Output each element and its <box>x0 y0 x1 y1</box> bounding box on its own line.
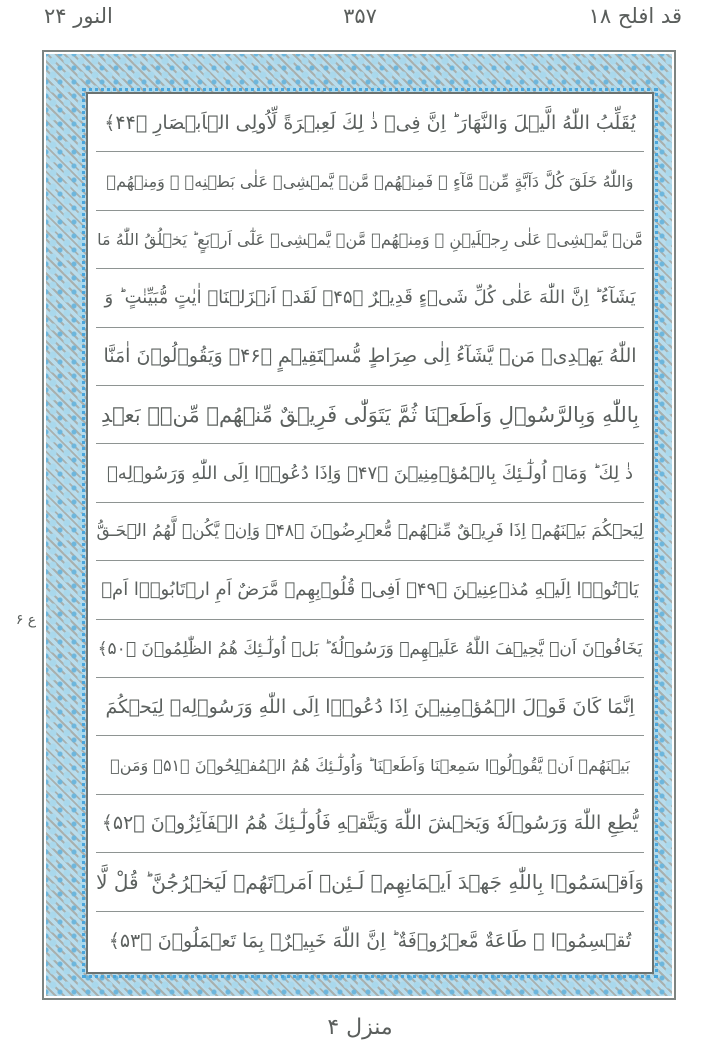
verse-line: تُقۡسِمُوۡا‌ ۚ طَاعَةٌ مَّعۡرُوۡفَةٌ‌ ؕ اِنَّ اللّٰهَ خَبِيۡرٌۢ بِمَا تَعۡمَلُوۡنَ ﴿۵۳﴾ <box>108 929 632 952</box>
verse-line: يُّطِعِ اللّٰهَ وَرَسُوۡلَهٗ وَيَخۡشَ اللّٰهَ وَيَتَّقۡهِ فَاُولٰٓـئِكَ هُمُ الۡفَآئِزُوۡنَ ﴿۵۲﴾ <box>96 795 644 853</box>
text-area <box>88 94 652 972</box>
verse-line: يُقَلِّبُ اللّٰهُ الَّيۡلَ وَالنَّهَارَ ؕ اِنَّ فِىۡ ذٰ لِكَ لَعِبۡرَةً لِّاُولِى الۡاَبۡصَارِ ﴿۴۴﴾ <box>96 94 644 152</box>
verse-line: يَشَآءُ ‌ؕ اِنَّ اللّٰهَ عَلٰى كُلِّ شَىۡءٍ قَدِيۡرٌ ﴿۴۵﴾ لَقَدۡ اَنۡزَلۡنَاۤ اٰيٰتٍ مُّبَيِّنٰتٍ‌ ؕ وَ <box>96 269 644 327</box>
juz-name: قد افلح ۱۸ <box>588 4 682 28</box>
verse-line: وَاَقۡسَمُوۡا بِاللّٰهِ جَهۡدَ اَيۡمَانِهِمۡ لَـئِنۡ اَمَرۡتَهُمۡ لَيَخۡرُجُنَّ‌ ؕ قُلْ لَّا <box>96 853 644 911</box>
verse-line: لِيَحۡكُمَ بَيۡنَهُمۡ اِذَا فَرِيۡقٌ مِّنۡهُمۡ مُّعۡرِضُوۡنَ ﴿۴۸﴾ وَاِنۡ يَّكُنۡ لَّهُمُ الۡحَـقُّ <box>96 503 644 561</box>
verse-line: اللّٰهُ يَهۡدِىۡ مَنۡ يَّشَآءُ اِلٰى صِرَاطٍ مُّسۡتَقِيۡمٍ ﴿۴۶﴾ وَيَقُوۡلُوۡنَ اٰمَنَّا <box>96 328 644 386</box>
verse-line: مَّنۡ يَّمۡشِىۡ عَلٰى رِجۡلَيۡنِ‌ ۚ وَمِنۡهُمۡ مَّنۡ يَّمۡشِىۡ عَلٰٓى اَرۡبَعٍ‌ ؕ يَخۡلُقُ اللّٰهُ مَا <box>96 211 644 269</box>
surah-name: النور ۲۴ <box>44 4 113 28</box>
ruku-marker: ع ۶ <box>15 612 37 628</box>
page-number: ۳۵۷ <box>343 4 377 28</box>
page-frame <box>42 50 676 1000</box>
verse-line: يَخَافُوۡنَ اَنۡ يَّحِيۡفَ اللّٰهُ عَلَيۡهِمۡ وَرَسُوۡلُهٗ‌ ؕ بَلۡ اُولٰٓـئِكَ هُمُ الظّٰلِمُوۡنَ ﴿۵۰﴾ <box>96 620 644 678</box>
verse-line: وَاللّٰهُ خَلَقَ كُلَّ دَآبَّةٍ مِّنۡ مَّآءٍ‌ ۚ فَمِنۡهُمۡ مَّنۡ يَّمۡشِىۡ عَلٰى بَطۡنِهٖ‌ ۚ وَمِنۡهُمۡ <box>96 152 644 210</box>
verse-line: ذٰ لِكَ‌ ؕ وَمَاۤ اُولٰٓـئِكَ بِالۡمُؤۡمِنِيۡنَ ﴿۴۷﴾ وَاِذَا دُعُوۡۤا اِلَى اللّٰهِ وَرَسُوۡلِهٖ <box>96 444 644 502</box>
verse-line: بَيۡنَهُمۡ اَنۡ يَّقُوۡلُوۡا سَمِعۡنَا وَاَطَعۡنَا‌ ؕ وَاُولٰٓـئِكَ هُمُ الۡمُفۡلِحُوۡنَ ﴿۵۱﴾ وَمَنۡ <box>96 736 644 794</box>
manzil-label: منزل ۴ <box>327 1015 393 1040</box>
verse-line: اِنَّمَا كَانَ قَوۡلَ الۡمُؤۡمِنِيۡنَ اِذَا دُعُوۡۤا اِلَى اللّٰهِ وَرَسُوۡلِهٖ لِيَحۡكُمَ <box>96 678 644 736</box>
verse-line: يَاۡتُوۡۤا اِلَيۡهِ مُذۡعِنِيۡنَ ﴿۴۹﴾ اَفِىۡ قُلُوۡبِهِمۡ مَّرَضٌ اَمِ ارۡتَابُوۡۤا اَمۡ <box>96 561 644 619</box>
verse-line: بِاللّٰهِ وَبِالرَّسُوۡلِ وَاَطَعۡنَا ثُمَّ يَتَوَلّٰى فَرِيۡقٌ مِّنۡهُمۡ مِّنۡۢ بَعۡدِ <box>96 386 644 444</box>
